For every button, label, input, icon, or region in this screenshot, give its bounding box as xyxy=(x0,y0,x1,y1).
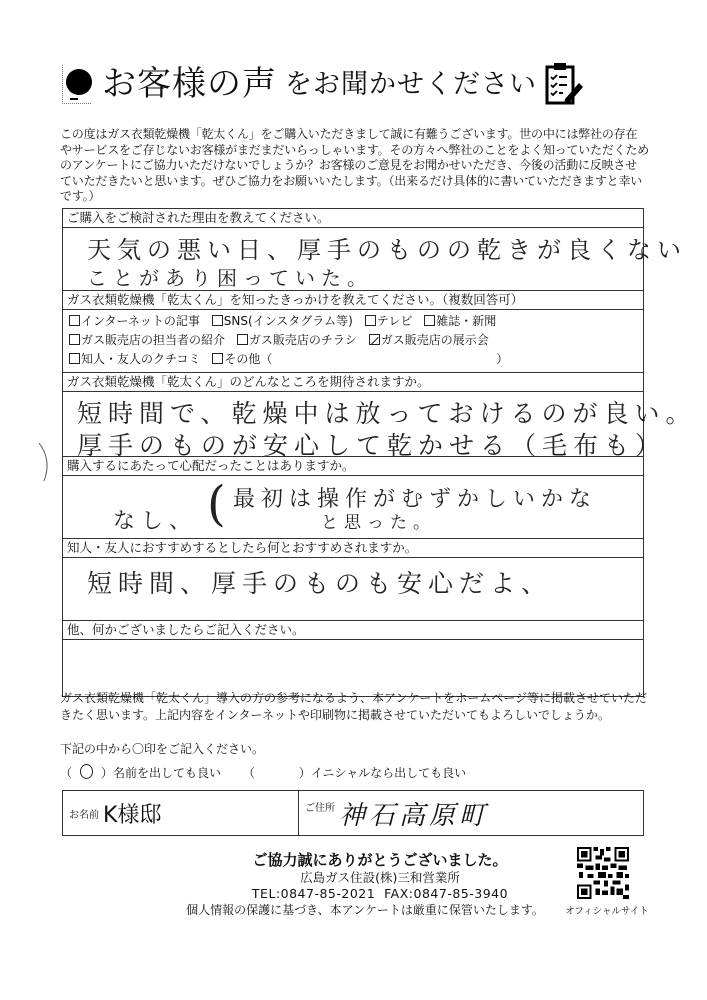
intro-paragraph xyxy=(60,127,660,205)
checkbox-icon xyxy=(237,334,248,345)
intro-line: のアンケートにご協力いただけないでしょうか？お客様のご意見をお聞かせいただき、今後の活動に反映させ xyxy=(60,158,638,172)
answer-line: 短時間、厚手のものも安心だよ、 xyxy=(87,569,553,598)
checkbox-magazine-newspaper[interactable] xyxy=(424,312,496,331)
checkbox-other[interactable] xyxy=(212,350,272,369)
checkbox-word-of-mouth[interactable] xyxy=(69,350,201,369)
footer xyxy=(186,850,560,919)
answer-purchase-reason[interactable] xyxy=(63,228,687,291)
other-close-paren: ） xyxy=(496,352,509,366)
answer-concerns[interactable] xyxy=(63,476,643,539)
checkbox-label: テレビ xyxy=(376,314,413,328)
publication-permission-text xyxy=(60,690,660,724)
name-label: お名前 xyxy=(69,809,99,821)
answer-line: 短時間で、乾燥中は放っておけるのが良い。 xyxy=(77,399,697,428)
answer-line: 厚手のものが安心して乾かせる（毛布も） xyxy=(77,431,667,460)
permission-line: ガス衣類乾燥機「乾太くん」導入の方の参考になるよう、本アンケートをホームページ等に掲載させていただ xyxy=(60,691,648,705)
answer-note-line: 最初は操作がむずかしいかな xyxy=(233,487,598,512)
question-purchase-reason: ご購入をご検討された理由を教えてください。 xyxy=(63,209,643,228)
checkbox-icon xyxy=(69,334,80,345)
intro-line: この度はガス衣類乾燥機「乾太くん」をご購入いただきまして誠に有難うございます。世の中には弊社の存在 xyxy=(60,127,638,141)
tel-number: TEL:0847-85-2021 xyxy=(251,886,376,901)
address-label: ご住所 xyxy=(305,803,335,814)
name-value: K様邸 xyxy=(103,802,162,828)
checkbox-label: SNS(インスタグラム等) xyxy=(223,314,353,328)
name-field[interactable] xyxy=(63,791,299,835)
address-value: 神石高原町 xyxy=(339,800,490,831)
checkbox-icon xyxy=(365,315,376,326)
checkbox-sns[interactable] xyxy=(212,312,353,331)
answer-other-comments[interactable] xyxy=(63,640,643,696)
checkbox-label: 雑誌・新聞 xyxy=(436,314,497,328)
answer-how-learned xyxy=(63,310,643,373)
question-concerns: 購入するにあたって心配だったことはありますか。 xyxy=(63,457,643,476)
checkbox-dealer-flyer[interactable] xyxy=(237,331,357,350)
intro-line: です。） xyxy=(60,189,101,203)
fax-number: FAX:0847-85-3940 xyxy=(384,886,509,901)
privacy-notice: 個人情報の保護に基づき、本アンケートは厳重に保管いたします。 xyxy=(186,903,544,917)
answer-recommendation[interactable] xyxy=(63,558,643,621)
checkbox-icon xyxy=(212,315,223,326)
answer-expectations[interactable] xyxy=(63,392,697,460)
checkbox-label: インターネットの記事 xyxy=(81,314,200,328)
dryer-icon xyxy=(60,63,94,105)
checkbox-label: 知人・友人のクチコミ xyxy=(81,352,201,366)
company-name: 広島ガス住設(株)三和営業所 xyxy=(300,870,460,885)
consent-label: 名前を出しても良い xyxy=(113,766,222,780)
checkbox-icon xyxy=(69,353,80,364)
page-header xyxy=(60,58,660,110)
survey-table xyxy=(62,208,697,697)
clipboard-checklist-pencil-icon xyxy=(541,61,585,107)
customer-info-box xyxy=(62,790,644,836)
address-field[interactable] xyxy=(299,791,643,835)
question-recommendation: 知人・友人におすすめするとしたら何とおすすめされますか。 xyxy=(63,539,643,558)
checkbox-dealer-referral[interactable] xyxy=(69,331,225,350)
checkbox-icon xyxy=(424,315,435,326)
intro-line: ていただきたいと思います。ぜひご協力をお願いいたします。（出来るだけ具体的に書いていただきますと幸い xyxy=(60,173,643,188)
question-expectations: ガス衣類乾燥機「乾太くん」のどんなところを期待されますか。 xyxy=(63,373,643,392)
qr-label: オフィシャルサイト xyxy=(565,906,649,917)
question-other-comments: 他、何かございましたらご記入ください。 xyxy=(63,621,643,640)
checkbox-icon xyxy=(69,315,80,326)
checkbox-dealer-exhibition[interactable] xyxy=(369,331,489,350)
qr-code-icon[interactable] xyxy=(577,847,629,899)
checkbox-tv[interactable] xyxy=(365,312,413,331)
thanks-message: ご協力誠にありがとうございました。 xyxy=(252,851,508,869)
answer-line: 天気の悪い日、厚手のものの乾きが良くない xyxy=(87,236,687,264)
consent-option-name[interactable]: （ ）名前を出しても良い xyxy=(60,766,222,780)
circle-instruction: 下記の中から〇印をご記入ください。 xyxy=(60,742,265,756)
checkbox-checked-icon xyxy=(369,334,380,345)
consent-label: イニシャルなら出しても良い xyxy=(310,766,467,780)
page-subtitle: をお聞かせください xyxy=(285,68,537,100)
answer-note-line: と思った。 xyxy=(321,513,436,533)
answer-line: ことがあり困っていた。 xyxy=(87,266,373,290)
checkbox-label: ガス販売店の展示会 xyxy=(380,333,489,347)
permission-line: きたく思います。上記内容をインターネットや印刷物に掲載させていただいてもよろしいでしょうか。 xyxy=(60,708,610,722)
answer-main: なし、 xyxy=(113,509,198,534)
checkbox-internet-article[interactable] xyxy=(69,312,200,331)
checkbox-label: その他（ xyxy=(224,352,273,366)
consent-options xyxy=(60,764,466,781)
stray-pen-mark xyxy=(38,442,52,482)
intro-line: やサービスをご存じないお客様がまだまだいらっしゃいます。その方々へ弊社のことをよく知っていただくため xyxy=(60,142,650,157)
page-title: お客様の声 xyxy=(102,64,277,104)
circle-mark-icon xyxy=(80,764,93,779)
bracket-mark: ( xyxy=(207,476,226,532)
consent-option-initial[interactable]: （ ）イニシャルなら出しても良い xyxy=(242,766,467,780)
checkbox-label: ガス販売店のチラシ xyxy=(248,333,357,347)
checkbox-label: ガス販売店の担当者の紹介 xyxy=(81,333,226,347)
checkbox-icon xyxy=(212,353,223,364)
question-how-learned: ガス衣類乾燥機「乾太くん」を知ったきっかけを教えてください。（複数回答可） xyxy=(63,291,643,310)
contact-numbers xyxy=(200,886,560,902)
